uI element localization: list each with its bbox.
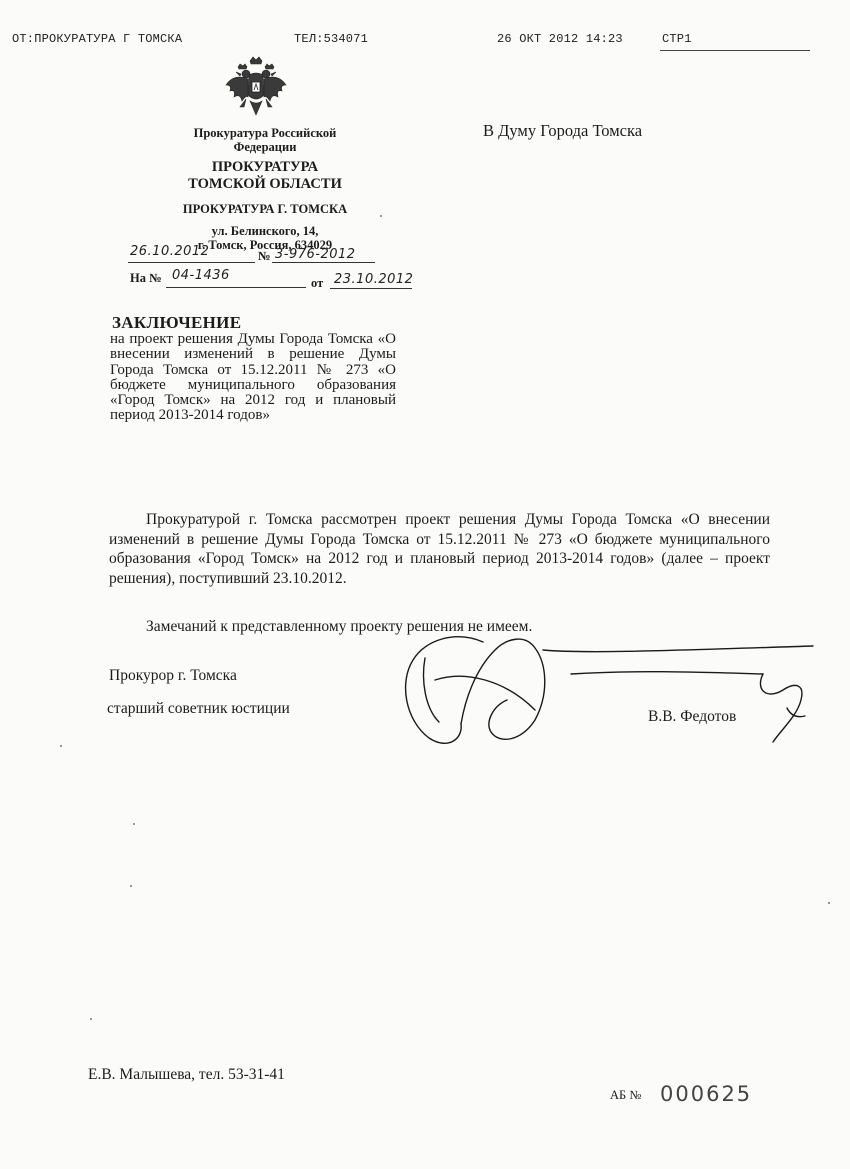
org-name-line2: Федерации	[233, 140, 297, 154]
fax-tel: ТЕЛ:534071	[294, 32, 369, 46]
regional-office-line1: ПРОКУРАТУРА	[211, 159, 319, 175]
scan-speck	[380, 215, 382, 217]
fax-datetime: 26 ОКТ 2012 14:23	[497, 32, 623, 46]
scan-speck	[828, 902, 830, 904]
fax-header-rule	[660, 50, 810, 51]
addressee: В Думу Города Томска	[483, 121, 643, 140]
reply-date: 23.10.2012	[334, 272, 414, 287]
from-label: от	[311, 276, 324, 290]
body-paragraph-1: Прокуратурой г. Томска рассмотрен проект решения Думы Города Томска «О внесении изменений в решение Думы Города Томска от 15.12.2011 № 273 «О бюджете муниципального образования «Город Томск» на 2012 год и плановый период 2013-2014 годов» (далее – проект решения), поступивший 23.10.2012.	[109, 511, 770, 587]
fax-from: ОТ:ПРОКУРАТУРА Г ТОМСКА	[12, 32, 183, 46]
address-line1: ул. Белинского, 14,	[211, 224, 319, 238]
regional-office-line2: ТОМСКОЙ ОБЛАСТИ	[188, 176, 342, 192]
outgoing-date: 26.10.2012	[130, 244, 210, 259]
signer-position-line2: старший советник юстиции	[107, 700, 290, 717]
address-line2: г. Томск, Россия, 634029	[197, 238, 333, 252]
outgoing-date-underline	[128, 262, 255, 263]
document-title: ЗАКЛЮЧЕНИЕ	[112, 313, 242, 332]
signer-name: В.В. Федотов	[648, 708, 737, 725]
document-subject: на проект решения Думы Города Томска «О внесении изменений в решение Думы Города Томска от 15.12.2011 № 273 «О бюджете муниципального образования «Город Томск» на 2012 год и плановый период 2013-2014 годов»	[110, 331, 396, 424]
body-paragraph-2: Замечаний к представленному проекту решения не имеем.	[146, 618, 533, 635]
coat-of-arms-emblem-icon	[222, 55, 290, 123]
scan-speck	[60, 745, 62, 747]
reply-label: На №	[130, 271, 162, 285]
org-name-line1: Прокуратура Российской	[193, 126, 337, 140]
city-office-name: ПРОКУРАТУРА Г. ТОМСКА	[182, 202, 348, 216]
outgoing-number: 3-976-2012	[275, 247, 356, 262]
outgoing-number-underline	[272, 262, 375, 263]
form-number-label: АБ №	[610, 1088, 642, 1102]
fax-page: СТР1	[662, 32, 692, 46]
scan-speck	[90, 1018, 92, 1020]
scan-speck	[133, 823, 135, 825]
signer-position-line1: Прокурор г. Томска	[109, 667, 237, 684]
number-label: №	[258, 249, 271, 263]
reply-date-underline	[330, 288, 412, 289]
reply-number-underline	[166, 287, 306, 288]
scan-speck	[130, 885, 132, 887]
handwritten-signature-icon	[395, 620, 815, 760]
executor-info: Е.В. Малышева, тел. 53-31-41	[88, 1066, 285, 1083]
reply-number: 04-1436	[172, 268, 230, 283]
form-number-value: 000625	[660, 1082, 753, 1106]
